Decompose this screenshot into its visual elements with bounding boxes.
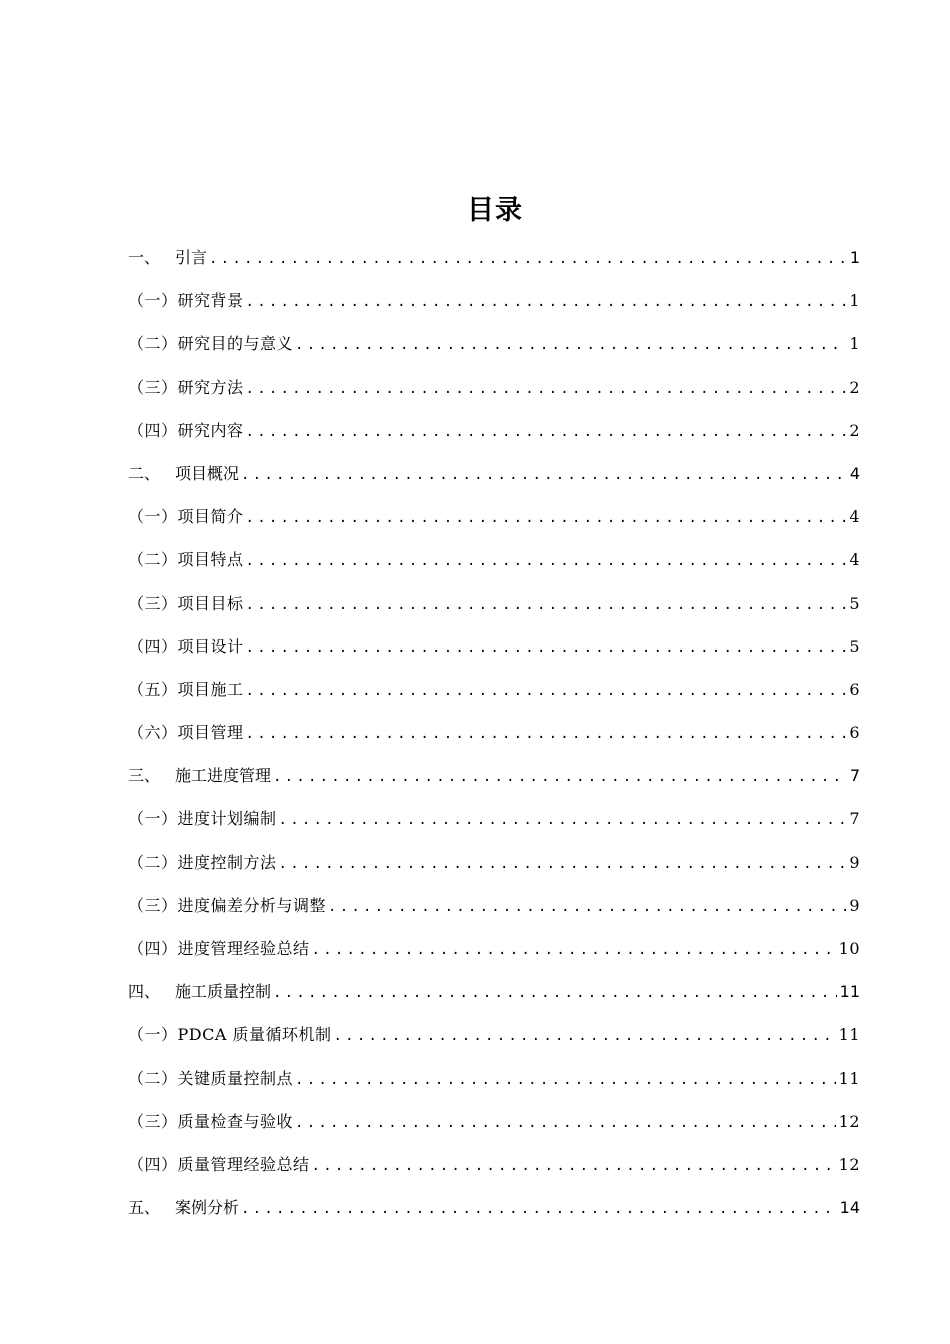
toc-entry-title: 研究内容 [177,420,244,440]
toc-section-entry[interactable] [128,884,860,927]
toc-entry-title: 质量管理经验总结 [177,1154,310,1174]
toc-entry-title: 施工质量控制 [175,982,272,1002]
toc-page-number: 11 [839,982,860,1002]
toc-entry-number: （四） [128,636,178,656]
toc-entry-number: 二、 [128,463,161,483]
toc-page-number: 6 [849,679,860,699]
toc-page-number: 5 [849,593,860,613]
toc-entry-number: （四） [128,939,178,958]
toc-entry-number: （一） [128,291,178,311]
toc-section-entry[interactable] [128,1057,860,1100]
toc-entry-title: 进度管理经验总结 [177,939,310,958]
toc-page-number: 4 [849,507,860,527]
toc-dot-leader [246,670,847,711]
toc-dot-leader [334,1015,836,1056]
toc-dot-leader [246,411,847,452]
toc-entry-number: （一） [128,809,178,829]
toc-section-entry[interactable] [128,1013,860,1056]
toc-dot-leader [246,713,847,754]
toc-page-number: 12 [838,1154,860,1174]
toc-section-entry[interactable] [128,582,860,625]
toc-section-entry[interactable] [128,409,860,452]
toc-page-number: 5 [849,636,860,656]
toc-section-entry[interactable] [128,1143,860,1186]
toc-dot-leader [246,497,847,538]
toc-entry-title: 项目施工 [177,679,244,699]
toc-entry-number: 五、 [128,1198,161,1218]
toc-entry-title: 引言 [175,248,208,267]
table-of-contents [128,236,860,1229]
toc-entry-title: 关键质量控制点 [177,1068,294,1088]
toc-dot-leader [246,368,847,409]
toc-page-number: 2 [849,420,860,440]
toc-page-number: 12 [838,1111,860,1131]
toc-dot-leader [295,1102,836,1143]
toc-section-entry[interactable] [128,495,860,538]
toc-entry-title: 质量检查与验收 [177,1111,294,1131]
toc-section-entry[interactable] [128,668,860,711]
toc-entry-number: （一） [128,507,178,527]
toc-title: 目录 [467,195,523,226]
toc-entry-number: （三） [128,377,178,397]
toc-entry-title: 进度偏差分析与调整 [177,895,327,915]
toc-chapter-entry[interactable] [128,236,860,279]
toc-section-entry[interactable] [128,366,860,409]
toc-dot-leader [295,324,846,365]
toc-page-number: 9 [849,895,860,915]
toc-entry-title: 进度计划编制 [177,809,277,829]
toc-entry-title: 项目特点 [177,550,244,570]
toc-dot-leader [241,454,847,495]
toc-page-number: 1 [849,291,860,311]
toc-chapter-entry[interactable] [128,754,860,797]
toc-dot-leader [273,756,847,797]
toc-dot-leader [246,584,847,625]
toc-dot-leader [312,1145,836,1186]
toc-entry-title: PDCA 质量循环机制 [177,1025,332,1045]
toc-dot-leader [312,929,836,970]
toc-page-number: 10 [838,939,860,958]
toc-dot-leader [328,886,846,927]
toc-entry-number: 四、 [128,982,161,1002]
toc-page-number: 7 [849,766,860,786]
toc-page-number: 1 [849,248,860,267]
toc-entry-number: （二） [128,1068,178,1088]
toc-entry-number: （三） [128,593,178,613]
toc-page-number: 11 [838,1025,860,1045]
toc-dot-leader [246,627,847,668]
toc-entry-number: （二） [128,334,178,354]
toc-entry-number: （五） [128,679,178,699]
toc-page-number: 7 [849,809,860,829]
toc-page-number: 2 [849,377,860,397]
toc-section-entry[interactable] [128,322,860,365]
toc-dot-leader [273,972,837,1013]
toc-page-number: 11 [838,1068,860,1088]
toc-dot-leader [209,238,847,279]
toc-page-number: 4 [849,463,860,483]
toc-page-number: 6 [849,723,860,743]
toc-entry-number: （二） [128,550,178,570]
toc-entry-number: （三） [128,1111,178,1131]
toc-entry-title: 项目管理 [177,723,244,743]
toc-entry-title: 项目目标 [177,593,244,613]
toc-entry-number: （一） [128,1025,178,1045]
toc-section-entry[interactable] [128,927,860,970]
toc-chapter-entry[interactable] [128,970,860,1013]
toc-dot-leader [246,281,847,322]
toc-section-entry[interactable] [128,711,860,754]
toc-section-entry[interactable] [128,538,860,581]
toc-entry-title: 项目简介 [177,507,244,527]
toc-entry-title: 研究背景 [177,291,244,311]
toc-entry-title: 案例分析 [175,1198,240,1218]
toc-page-number: 14 [839,1198,860,1218]
toc-entry-title: 研究目的与意义 [177,334,294,354]
toc-entry-title: 施工进度管理 [175,766,272,786]
toc-section-entry[interactable] [128,279,860,322]
toc-entry-number: （三） [128,895,178,915]
toc-entry-title: 项目设计 [177,636,244,656]
toc-page-number: 1 [849,334,860,354]
toc-entry-title: 项目概况 [175,463,240,483]
toc-entry-title: 进度控制方法 [177,852,277,872]
toc-dot-leader [246,540,847,581]
toc-chapter-entry[interactable] [128,1186,860,1229]
toc-dot-leader [279,799,847,840]
toc-entry-number: （六） [128,723,178,743]
toc-dot-leader [241,1188,837,1229]
toc-section-entry[interactable] [128,625,860,668]
toc-section-entry[interactable] [128,841,860,884]
toc-dot-leader [295,1059,836,1100]
toc-page-number: 9 [849,852,860,872]
toc-entry-number: （四） [128,420,178,440]
toc-section-entry[interactable] [128,797,860,840]
toc-entry-number: （四） [128,1154,178,1174]
toc-entry-number: （二） [128,852,178,872]
toc-section-entry[interactable] [128,1100,860,1143]
toc-entry-number: 一、 [128,248,161,267]
toc-page-number: 4 [849,550,860,570]
toc-chapter-entry[interactable] [128,452,860,495]
toc-entry-title: 研究方法 [177,377,244,397]
toc-dot-leader [279,843,847,884]
toc-entry-number: 三、 [128,766,161,786]
